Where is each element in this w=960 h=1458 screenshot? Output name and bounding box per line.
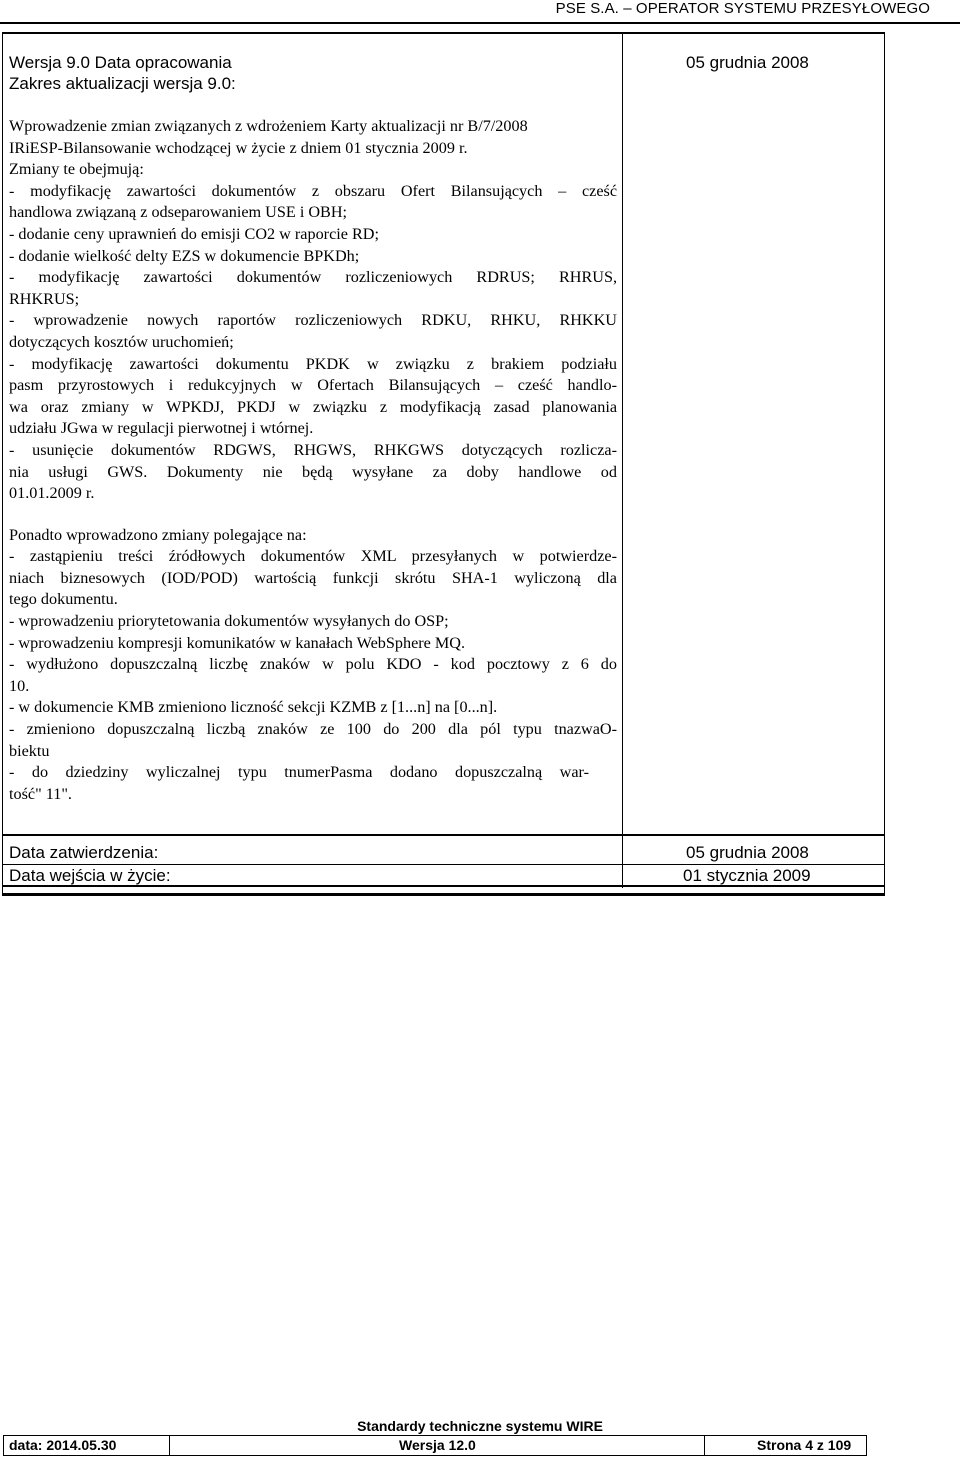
body-line: 01.01.2009 r.	[9, 484, 95, 503]
table-column-divider	[622, 32, 623, 835]
table-top-border	[2, 32, 885, 34]
body-line: - w dokumencie KMB zmieniono liczność sekcji KZMB z [1...n] na [0...n].	[9, 698, 498, 717]
effective-date: 01 stycznia 2009	[683, 866, 811, 885]
body-line: - zmieniono dopuszczalną liczbą znaków ze 100 do 200 dla pól typu tnazwaO-	[9, 720, 617, 739]
body-line: handlowa związaną z odseparowaniem USE i OBH;	[9, 203, 348, 222]
table-bottom-border-double	[2, 893, 885, 896]
footer-version: Wersja 12.0	[399, 1437, 476, 1453]
body-line: Zmiany te obejmują:	[9, 160, 144, 179]
body-line: - wydłużono dopuszczalną liczbę znaków w polu KDO - kod pocztowy z 6 do	[9, 655, 617, 674]
body-line: - wprowadzenie nowych raportów rozliczeniowych RDKU, RHKU, RHKKU	[9, 311, 617, 330]
body-line: 10.	[9, 676, 30, 695]
body-line: RHKRUS;	[9, 289, 80, 308]
body-line: - wprowadzeniu kompresji komunikatów w kanałach WebSphere MQ.	[9, 633, 466, 652]
effective-label: Data wejścia w życie:	[9, 866, 171, 885]
body-line: dotyczących kosztów uruchomień;	[9, 332, 234, 351]
body-line: niach biznesowych (IOD/POD) wartością funkcji skrótu SHA-1 wyliczoną dla	[9, 568, 617, 587]
body-line: nia usługi GWS. Dokumenty nie będą wysyłane za doby handlowe od	[9, 462, 617, 481]
footer-title: Standardy techniczne systemu WIRE	[357, 1418, 603, 1434]
approved-label: Data zatwierdzenia:	[9, 843, 159, 862]
body-line: tego dokumentu.	[9, 590, 118, 609]
body-line: - modyfikację zawartości dokumentu PKDK w związku z brakiem podziału	[9, 354, 617, 373]
body-line: Wprowadzenie zmian związanych z wdrożeniem Karty aktualizacji nr B/7/2008	[9, 117, 528, 135]
table-right-border	[884, 32, 885, 896]
body-line: wa oraz zmiany w WPKDJ, PKDJ w związku z modyfikacją zasad planowania	[9, 397, 617, 416]
body-line: tość" 11".	[9, 784, 72, 803]
body-line: - zastąpieniu treści źródłowych dokumentów XML przesyłanych w potwierdze-	[9, 547, 617, 566]
body-line: Ponadto wprowadzono zmiany polegające na:	[9, 525, 307, 544]
approval-column-divider	[622, 836, 623, 888]
company-header: PSE S.A. – OPERATOR SYSTEMU PRZESYŁOWEGO	[555, 0, 930, 17]
body-line: biektu	[9, 741, 50, 760]
footer-bottom-border	[3, 1455, 867, 1456]
footer-divider-2	[704, 1435, 705, 1456]
footer-right-border	[866, 1435, 867, 1456]
footer-left-border	[3, 1435, 4, 1456]
footer-top-border	[3, 1435, 867, 1436]
footer-date: data: 2014.05.30	[9, 1437, 117, 1453]
body-line: - modyfikację zawartości dokumentów rozliczeniowych RDRUS; RHRUS,	[9, 268, 617, 287]
approval-row-divider	[2, 864, 885, 865]
body-line: - modyfikację zawartości dokumentów z obszaru Ofert Bilansujących – cześć	[9, 181, 617, 200]
paragraph-gap	[9, 505, 617, 525]
body-line: - dodanie ceny uprawnień do emisji CO2 w raporcie RD;	[9, 224, 379, 243]
version-label: Wersja 9.0 Data opracowania	[9, 53, 232, 72]
body-line: - wprowadzeniu priorytetowania dokumentów wysyłanych do OSP;	[9, 612, 449, 631]
header-rule	[0, 22, 960, 24]
body-line: - usunięcie dokumentów RDGWS, RHGWS, RHKGWS dotyczących rozlicza-	[9, 440, 617, 459]
body-line: IRiESP-Bilansowanie wchodzącej w życie z dniem 01 stycznia 2009 r.	[9, 138, 468, 157]
body-line: - do dziedziny wyliczalnej typu tnumerPasma dodano dopuszczalną war-	[9, 763, 589, 782]
version-date: 05 grudnia 2008	[686, 53, 809, 72]
table-divider	[2, 834, 885, 836]
footer-page: Strona 4 z 109	[757, 1437, 852, 1453]
change-description	[9, 116, 617, 805]
body-line: - dodanie wielkość delty EZS w dokumencie BPKDh;	[9, 246, 360, 265]
approved-date: 05 grudnia 2008	[686, 843, 809, 862]
body-line: pasm przyrostowych i redukcyjnych w Ofertach Bilansujących – cześć handlo-	[9, 376, 617, 395]
table-left-border	[2, 32, 3, 896]
scope-label: Zakres aktualizacji wersja 9.0:	[9, 74, 236, 93]
footer-divider-1	[169, 1435, 170, 1456]
body-line: udziału JGwa w regulacji pierwotnej i wtórnej.	[9, 419, 314, 438]
